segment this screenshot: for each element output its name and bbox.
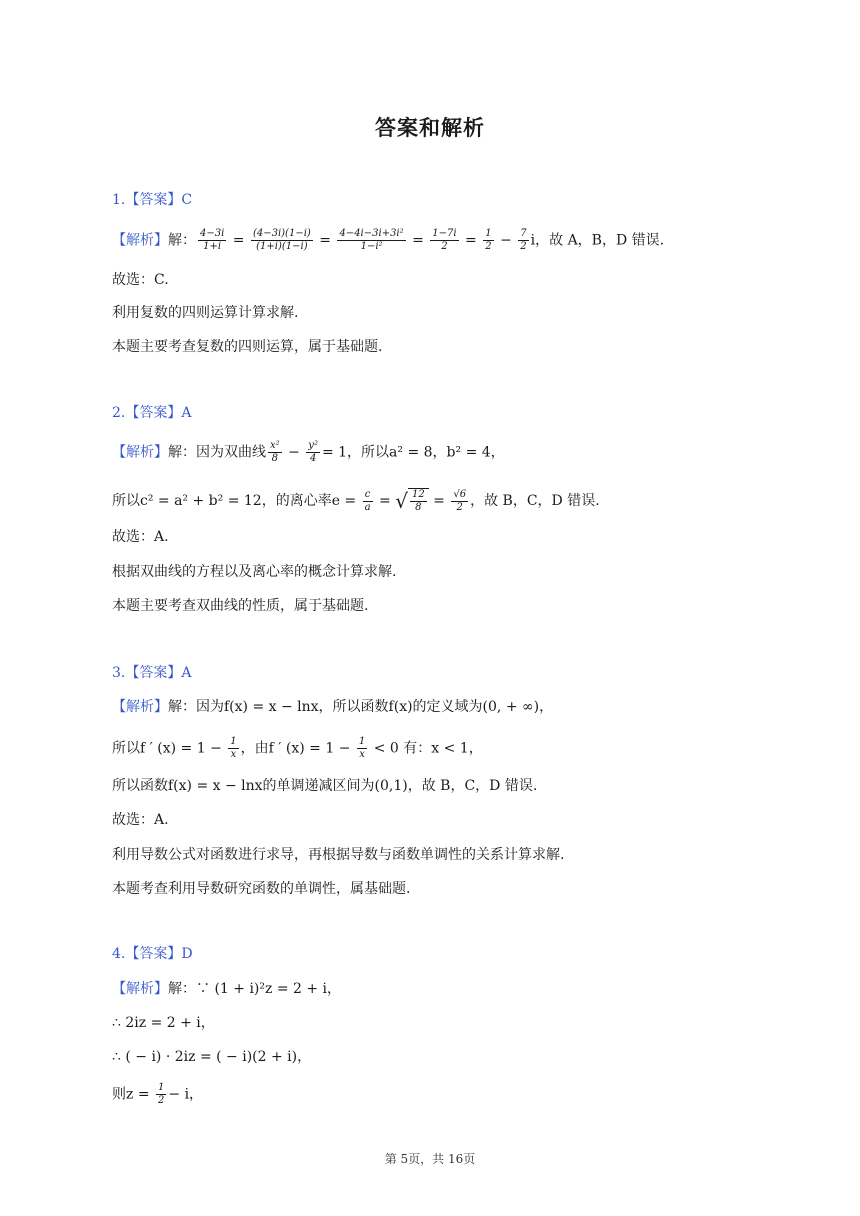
q3-method: 利用导数公式对函数进行求导，再根据导数与函数单调性的关系计算求解. <box>112 847 565 863</box>
q1-fraction-2: $\frac{(4-3i)(1-i)}{(1+i)(1-i)}$ <box>252 228 311 252</box>
q1-answer-heading: 1.【答案】C <box>112 192 193 208</box>
q3-summary: 本题考查利用导数研究函数的单调性，属基础题. <box>112 881 411 897</box>
q2-line1-tail: = 1，所以a² = 8，b² = 4， <box>321 444 505 461</box>
q2-answer-heading: 2.【答案】A <box>112 405 192 421</box>
q1-fraction-1: $\frac{4-3i}{1+i}$ <box>200 228 225 252</box>
q4-line1-text: 解：∵ (1 + i)²z = 2 + i， <box>168 981 342 997</box>
q2-summary: 本题主要考查双曲线的性质，属于基础题. <box>112 598 369 614</box>
q2-line2-tail: ，故 B，C，D 错误. <box>470 493 600 509</box>
q1-solution: 【解析】解： $\frac{4-3i}{1+i}$ = $\frac{(4-3i)(1-i)}{(1+i)(1-i)}$ = $\frac{\text{4−4i−3i+3i²}}{\text{1−i²}}$ = $\frac{1-7i}{2}$ = $\frac{1}{2}$ − $\frac{7}{2}$ i，故 A，B，D 错误. <box>112 228 665 252</box>
q2-solution-line-1: 【解析】解：因为双曲线 $\frac{\text{x²}}{8}$ − $\frac{\text{y²}}{4}$ = 1，所以a² = 8，b² = 4， <box>112 440 505 464</box>
q3-line2-text-b: ，由f ′ (x) = 1 − <box>240 740 351 757</box>
q2-line2-text: 所以c² = a² + b² = 12，的离心率e = <box>112 493 357 509</box>
q4-solution-line-4 <box>112 1082 203 1107</box>
q3-line2-text-a: 所以f ′ (x) = 1 − <box>112 740 222 757</box>
q3-solution-line-2 <box>112 736 483 761</box>
q1-fraction-3: $\frac{\text{4−4i−3i+3i²}}{\text{1−i²}}$ <box>339 228 404 252</box>
q2-solution-line-2: 所以c² = a² + b² = 12，的离心率e = $\frac{c}{a}$ = √ $\frac{12}{8}$ = $\frac{√6}{2}$ ，故 B，C，D 错误. <box>112 488 600 513</box>
q2-fraction-ca: $\frac{c}{a}$ <box>364 488 371 513</box>
q1-method: 利用复数的四则运算计算求解. <box>112 305 299 321</box>
q4-solution-line-1 <box>112 979 341 999</box>
q2-choice: 故选：A. <box>112 529 169 545</box>
q3-solution-line-3: 所以函数f(x) = x − lnx的单调递减区间为(0,1)，故 B，C，D 错误. <box>112 778 538 794</box>
q2-analysis-tag: 【解析】 <box>112 444 168 461</box>
q4-solution-line-2: ∴ 2iz = 2 + i， <box>112 1015 215 1031</box>
q1-fraction-5: $\frac{1}{2}$ <box>485 228 492 252</box>
q3-choice: 故选：A. <box>112 812 169 828</box>
q3-line2-text-c: < 0 有：x < 1， <box>373 740 483 757</box>
q2-fraction-result: $\frac{√6}{2}$ <box>453 488 467 513</box>
page-title: 答案和解析 <box>375 116 485 140</box>
q3-line1-text: 解：因为f(x) = x − lnx，所以函数f(x)的定义域为(0, + ∞)， <box>168 699 554 715</box>
q3-fraction-b: $\frac{1}{x}$ <box>358 736 366 760</box>
q1-choice: 故选：C. <box>112 272 169 288</box>
q1-summary: 本题主要考查复数的四则运算，属于基础题. <box>112 339 383 355</box>
q4-analysis-tag: 【解析】 <box>112 981 168 997</box>
q3-answer-heading: 3.【答案】A <box>112 665 192 681</box>
q2-sqrt: √ $\frac{12}{8}$ <box>395 488 428 514</box>
q4-line4-text: 则z = <box>112 1086 150 1103</box>
q1-solution-tail: i，故 A，B，D 错误. <box>530 232 665 249</box>
q1-fraction-4: $\frac{1-7i}{2}$ <box>432 228 457 252</box>
q3-analysis-tag: 【解析】 <box>112 699 168 715</box>
q4-solution-line-3: ∴ ( − i) · 2iz = ( − i)(2 + i)， <box>112 1049 312 1065</box>
q1-fraction-6: $\frac{7}{2}$ <box>520 228 527 252</box>
page-footer: 第 5页，共 16页 <box>384 1152 476 1166</box>
q2-method: 根据双曲线的方程以及离心率的概念计算求解. <box>112 564 397 580</box>
q3-solution-line-1 <box>112 697 553 717</box>
q3-fraction-a: $\frac{1}{x}$ <box>230 736 237 760</box>
q4-fraction: $\frac{1}{2}$ <box>158 1082 165 1106</box>
q4-line4-tail: − i， <box>168 1086 204 1103</box>
q2-fraction-x: $\frac{\text{x²}}{8}$ <box>270 440 280 464</box>
q4-answer-heading: 4.【答案】D <box>112 946 193 962</box>
q2-fraction-y: $\frac{\text{y²}}{4}$ <box>308 440 318 464</box>
q1-analysis-tag: 【解析】 <box>112 232 168 249</box>
q1-solution-prefix: 解： <box>168 232 196 249</box>
q2-line1-text: 解：因为双曲线 <box>168 444 266 461</box>
